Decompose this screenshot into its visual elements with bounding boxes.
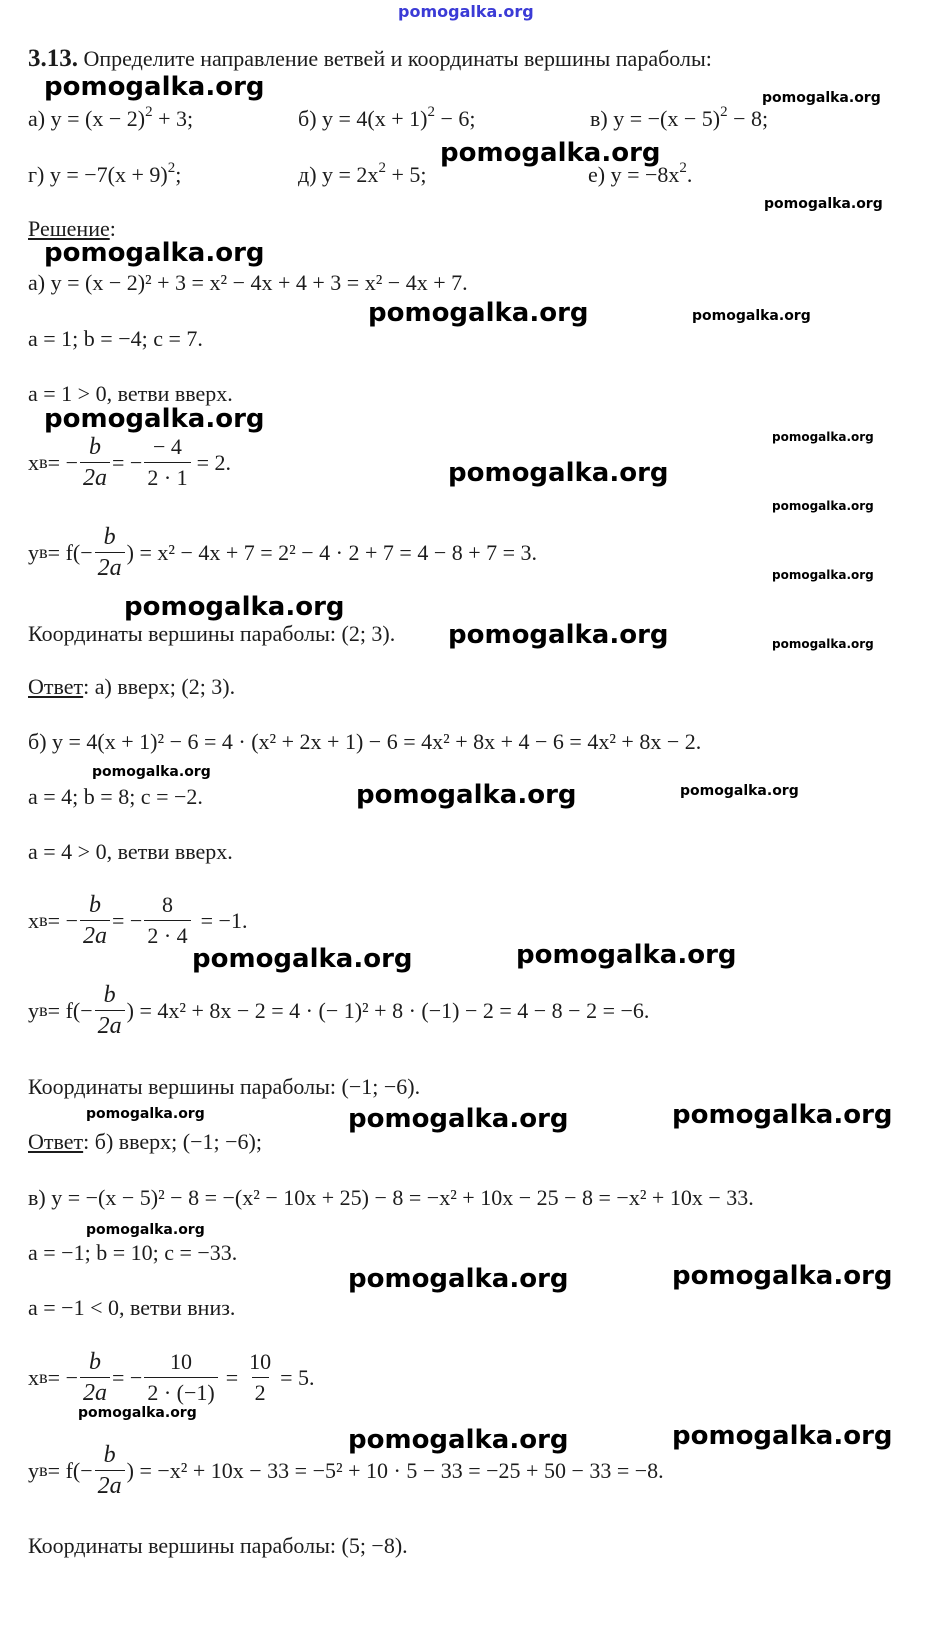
watermark-4[interactable]: pomogalka.org — [764, 196, 883, 212]
watermark-20[interactable]: pomogalka.org — [516, 940, 737, 970]
problem-statement: Определите направление ветвей и координаты вершины параболы: — [83, 46, 712, 71]
a-vertex-y: y в = f(− $\frac{b}{2a}$ ) = x² − 4x + 7 = 2² − 4 · 2 + 7 = 4 − 8 + 7 = 3. — [28, 524, 538, 581]
watermark-28[interactable]: pomogalka.org — [348, 1425, 569, 1455]
v-coefficients: a = −1; b = 10; c = −33. — [28, 1240, 238, 1265]
fraction-value: $\frac{- 4}{2 \cdot 1}$ — [144, 432, 190, 493]
watermark-3[interactable]: pomogalka.org — [440, 138, 661, 168]
a-direction: a = 1 > 0, ветви вверх. — [28, 381, 233, 406]
watermark-6[interactable]: pomogalka.org — [368, 298, 589, 328]
watermark-22[interactable]: pomogalka.org — [348, 1104, 569, 1134]
problem-item-b: б) $y = 4(x + 1)^2 - 6$; — [298, 103, 476, 131]
watermark-14[interactable]: pomogalka.org — [448, 620, 669, 650]
a-expansion: а) y = (x − 2)² + 3 = x² − 4x + 4 + 3 = x² − 4x + 7. — [28, 270, 468, 295]
watermark-1[interactable]: pomogalka.org — [44, 72, 265, 102]
b-vertex-x: x в = − $\frac{b}{2a}$ = − $\frac{8}{2 \cdot 4}$ = −1. — [28, 892, 248, 949]
b-vertex-y: y в = f(− $\frac{b}{2a}$ ) = 4x² + 8x − 2 = 4 · (− 1)² + 8 · (−1) − 2 = 4 − 8 − 2 = −6. — [28, 982, 650, 1039]
problem-item-v: в) $y = -(x - 5)^2 - 8$; — [590, 103, 769, 131]
a-vertex-x: x в = − $\frac{b}{2a}$ = − $\frac{- 4}{2 \cdot 1}$ = 2. — [28, 434, 232, 491]
watermark-17[interactable]: pomogalka.org — [356, 780, 577, 810]
problem-item-d: д) $y = 2x^2 + 5$; — [298, 159, 427, 187]
b-direction: a = 4 > 0, ветви вверх. — [28, 839, 233, 864]
watermark-24[interactable]: pomogalka.org — [86, 1222, 205, 1238]
a-answer: Ответ: а) вверх; (2; 3). — [28, 674, 236, 699]
v-vertex-y: y в = f(− $\frac{b}{2a}$ ) = −x² + 10x − 33 = −5² + 10 · 5 − 33 = −25 + 50 − 33 = −8. — [28, 1442, 664, 1499]
watermark-25[interactable]: pomogalka.org — [348, 1264, 569, 1294]
watermark-29[interactable]: pomogalka.org — [672, 1421, 893, 1451]
watermark-26[interactable]: pomogalka.org — [672, 1261, 893, 1291]
problem-item-e: е) $y = -8x^2$. — [588, 159, 693, 187]
watermark-9[interactable]: pomogalka.org — [772, 430, 874, 444]
v-coordinates: Координаты вершины параболы: (5; −8). — [28, 1533, 408, 1558]
watermark-15[interactable]: pomogalka.org — [772, 637, 874, 651]
watermark-10[interactable]: pomogalka.org — [448, 458, 669, 488]
watermark-16[interactable]: pomogalka.org — [92, 764, 211, 780]
watermark-19[interactable]: pomogalka.org — [192, 944, 413, 974]
b-coefficients: a = 4; b = 8; c = −2. — [28, 784, 203, 809]
fraction-b-over-2a: $\frac{b}{2a}$ — [80, 432, 110, 493]
watermark-12[interactable]: pomogalka.org — [772, 568, 874, 582]
b-answer: Ответ: б) вверх; (−1; −6); — [28, 1129, 262, 1154]
solution-heading: Решение: — [28, 216, 116, 241]
watermark-27[interactable]: pomogalka.org — [78, 1405, 197, 1421]
problem-header — [28, 46, 712, 72]
problem-number: 3.13. — [28, 45, 78, 72]
problem-item-a: а) $y = (x - 2)^2 + 3$; — [28, 103, 194, 131]
problem-item-g: г) $y = -7(x + 9)^2$; — [28, 159, 182, 187]
a-coordinates: Координаты вершины параболы: (2; 3). — [28, 621, 396, 646]
watermark-8[interactable]: pomogalka.org — [44, 404, 265, 434]
watermark-18[interactable]: pomogalka.org — [680, 783, 799, 799]
watermark-5[interactable]: pomogalka.org — [44, 238, 265, 268]
watermark-2[interactable]: pomogalka.org — [762, 90, 881, 106]
b-expansion: б) y = 4(x + 1)² − 6 = 4 · (x² + 2x + 1) − 6 = 4x² + 8x + 4 − 6 = 4x² + 8x − 2. — [28, 729, 702, 754]
a-coefficients: a = 1; b = −4; c = 7. — [28, 326, 203, 351]
v-direction: a = −1 < 0, ветви вниз. — [28, 1295, 236, 1320]
v-vertex-x: x в = − $\frac{b}{2a}$ = − $\frac{10}{2 \cdot (-1)}$ = $\frac{10}{2}$ = 5. — [28, 1349, 315, 1406]
site-watermark-top[interactable]: pomogalka.org — [398, 2, 534, 21]
watermark-23[interactable]: pomogalka.org — [672, 1100, 893, 1130]
watermark-13[interactable]: pomogalka.org — [124, 592, 345, 622]
v-expansion: в) y = −(x − 5)² − 8 = −(x² − 10x + 25) − 8 = −x² + 10x − 25 − 8 = −x² + 10x − 33. — [28, 1185, 754, 1210]
watermark-21[interactable]: pomogalka.org — [86, 1106, 205, 1122]
watermark-11[interactable]: pomogalka.org — [772, 499, 874, 513]
watermark-7[interactable]: pomogalka.org — [692, 308, 811, 324]
b-coordinates: Координаты вершины параболы: (−1; −6). — [28, 1074, 421, 1099]
